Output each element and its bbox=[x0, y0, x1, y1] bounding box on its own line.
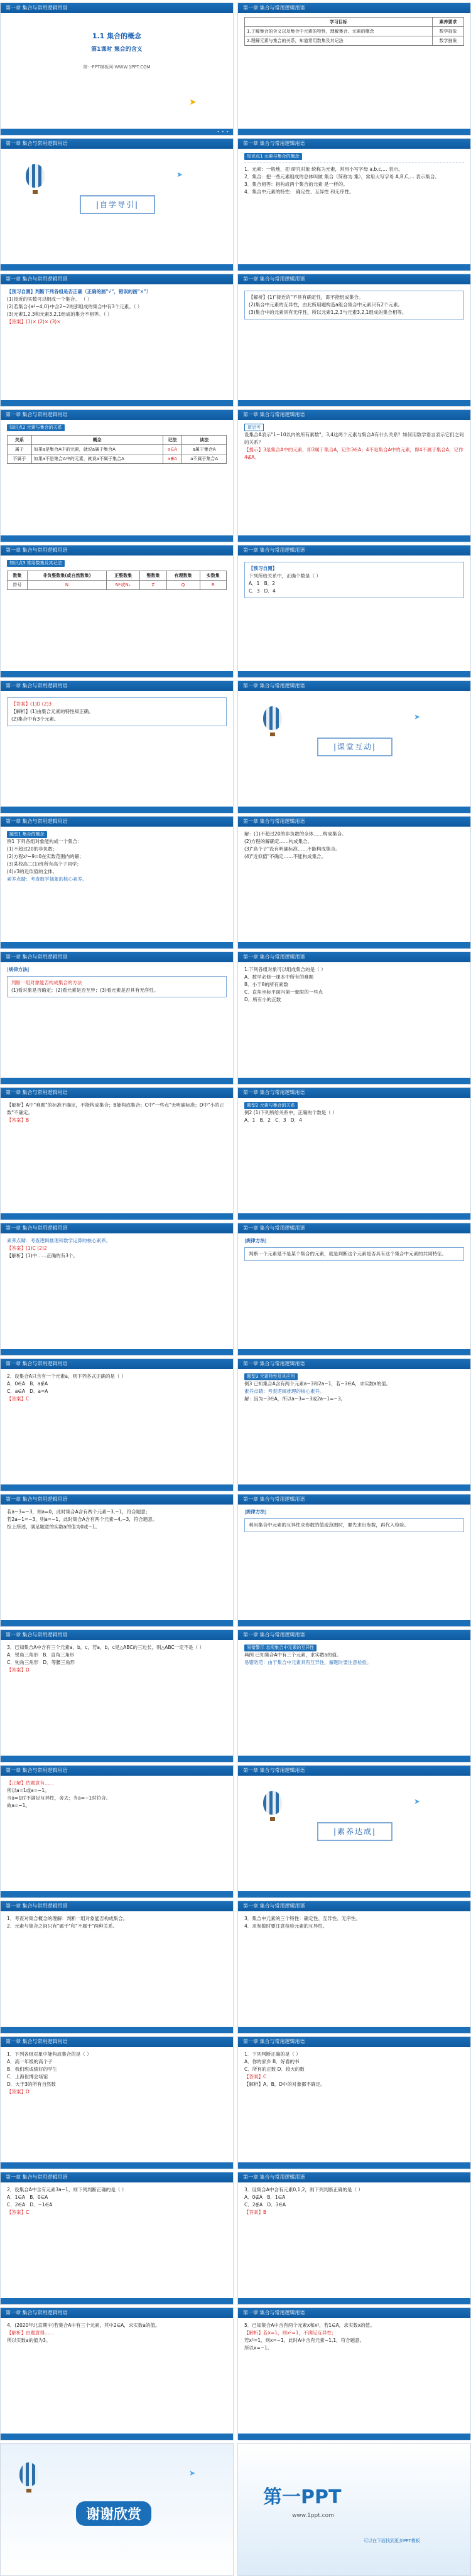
slide-footer bbox=[1, 807, 233, 813]
slide-content: 3．集合中元素的三个特性：确定性、互异性、无序性。 4．求参数时要注意检验元素的互异性。 bbox=[244, 1916, 360, 1929]
slide-content: |规律方法| 判断一组对象能否构成集合的方法 (1)看对象是否确定；(2)看元素是否互异；(3)看元素是否具有无序性。 bbox=[1, 962, 233, 1006]
table-row: 属于 如果a是集合A中的元素，就说a属于集合A a∈A a属于集合A bbox=[8, 445, 227, 454]
slide-exercise5 bbox=[0, 2307, 234, 2440]
hot-air-balloon-icon bbox=[19, 2462, 38, 2486]
section-label: |自学导引| bbox=[80, 195, 155, 214]
slide-header: 第一章 集合与常用逻辑用语 bbox=[1, 545, 233, 555]
slide-header: 第一章 集合与常用逻辑用语 bbox=[238, 1630, 470, 1640]
slide-content: 题型2 元素与集合的关系 例2 (1)下列所给关系中，正确的个数是（ ） A．1 B．2 C．3 D．4 bbox=[244, 1103, 337, 1123]
slide-header: 第一章 集合与常用逻辑用语 bbox=[1, 817, 233, 827]
slide-header: 第一章 集合与常用逻辑用语 bbox=[238, 817, 470, 827]
slide-preview-2 bbox=[237, 545, 471, 678]
slide-kp1 bbox=[237, 138, 471, 271]
slide-header: 第一章 集合与常用逻辑用语 bbox=[238, 1766, 470, 1776]
explanation-box: 【解析】(1)"接近的"不具有确定性，即不能组成集合。 (2)集合中元素的互异性，由此所用题构造a组合集合中元素只有2个元素。 (3)集合中的元素具有无序性，所以元素1,2,3与元素3,2,1组成的集合相等。 bbox=[244, 291, 464, 319]
slide-header: 第一章 集合与常用逻辑用语 bbox=[1, 1495, 233, 1505]
slide-header: 第一章 集合与常用逻辑用语 bbox=[1, 1766, 233, 1776]
slide-self-study bbox=[0, 138, 234, 271]
slide-header: 第一章 集合与常用逻辑用语 bbox=[1, 1088, 233, 1098]
brand-url[interactable]: www.1ppt.com bbox=[292, 2513, 334, 2519]
slide-content: 解：(1)不超过20的非负数的全体……构成集合。 (2)方程的解确定……构成集合。 (3)"高个子"没有明确标准……不能构成集合。 (4)"近似值"不确定……不能构成集合。 bbox=[244, 831, 347, 859]
slide-header: 第一章 集合与常用逻辑用语 bbox=[1, 681, 233, 691]
slide-footer bbox=[1, 2298, 233, 2304]
slide-footer bbox=[1, 264, 233, 271]
slide-header: 第一章 集合与常用逻辑用语 bbox=[238, 3, 470, 13]
slide-header: 第一章 集合与常用逻辑用语 bbox=[238, 139, 470, 149]
hot-air-balloon-icon bbox=[26, 164, 45, 188]
hot-air-balloon-icon bbox=[263, 1791, 282, 1815]
template-url: 第一PPT模板网-WWW.1PPT.COM bbox=[83, 65, 151, 70]
slide-content bbox=[238, 13, 470, 55]
section-label: |素养达成| bbox=[317, 1822, 392, 1841]
slide-content: 5．已知集合A中含有两个元素x和x²，若1∈A，求实数x的值。 【解析】若x=1，则x²=1，不满足互异性； 若x²=1，则x=−1，此时A中含有元素−1,1，符合题意。 所以x=−1。 bbox=[244, 2322, 375, 2351]
goals-table bbox=[244, 17, 464, 46]
slide-content: |规律方法| 利用集合中元素的互异性求参数的值或范围时，要先求出参数，再代入检验。 bbox=[238, 1505, 470, 1541]
table-row: 1.了解集合的含义以及集合中元素的特性，理解集合、元素的概念 数学抽象 bbox=[245, 27, 464, 36]
slide-exercise4 bbox=[237, 2172, 471, 2305]
slide-header: 第一章 集合与常用逻辑用语 bbox=[1, 952, 233, 962]
slide-footer bbox=[1, 2162, 233, 2169]
slide-row bbox=[0, 2443, 471, 2576]
slide-row bbox=[0, 2307, 471, 2440]
slide-row bbox=[0, 1223, 471, 1356]
slide-footer bbox=[1, 535, 233, 542]
slide-content: 1．下列各组对象中能构成集合的是（ ） A．高一年级的高个子 B．我们班成绩好的学生 C．上海世博会场馆 D．大于3的所有自然数 【答案】D bbox=[7, 2051, 92, 2095]
table-row: 不属于 如果a不是集合A中的元素，就说a不属于集合A a∉A a不属于集合A bbox=[8, 454, 227, 464]
slide-footer bbox=[1, 1078, 233, 1084]
slide-header: 第一章 集合与常用逻辑用语 bbox=[238, 1088, 470, 1098]
slide-classroom bbox=[237, 680, 471, 813]
slide-content bbox=[1, 555, 233, 599]
slide-title bbox=[0, 3, 234, 136]
slide-footer bbox=[1, 2027, 233, 2033]
slide-header: 第一章 集合与常用逻辑用语 bbox=[1, 1223, 233, 1233]
slide-summary1 bbox=[0, 1901, 234, 2034]
method-box: 判断一个元素是不是某个集合的元素，就是判断这个元素是否具有这个集合中元素的共同特征。 bbox=[244, 1247, 464, 1261]
slide-header: 第一章 集合与常用逻辑用语 bbox=[238, 1359, 470, 1369]
slide-summary2 bbox=[237, 1901, 471, 2034]
slide-analysis1 bbox=[0, 1087, 234, 1220]
slide-think bbox=[237, 409, 471, 542]
paper-plane-icon: ➤ bbox=[189, 97, 197, 107]
slide-row bbox=[0, 816, 471, 949]
slide-logo bbox=[237, 2443, 471, 2576]
slide-type1 bbox=[0, 816, 234, 949]
hot-air-balloon-icon bbox=[263, 706, 282, 730]
slide-content: 素养点睛：考查逻辑推理和数学运算的核心素养。 【答案】(1)C (2)2 【解析】(1)中……正确的有3个。 bbox=[7, 1238, 111, 1258]
balloon-basket-icon bbox=[33, 190, 38, 194]
slide-footer: • • • bbox=[1, 129, 233, 135]
slide-footer bbox=[238, 1484, 470, 1491]
slide-content: 易错警示 忽视集合中元素的互异性 典例 已知集合A中有三个元素，求实数a的值。 易错防范：由于集合中元素具有互异性，解题时要注意检验。 bbox=[244, 1645, 372, 1665]
paper-plane-icon: ➤ bbox=[414, 1797, 421, 1806]
slide-header: 第一章 集合与常用逻辑用语 bbox=[1, 2308, 233, 2318]
brand-logo: 第一PPT bbox=[263, 2486, 342, 2508]
slide-content: 3．设集合A中含有元素0,1,2，则下列判断正确的是（ ） A．0∉A B．1∈A C．2∉A D．3∈A 【答案】B bbox=[244, 2187, 363, 2215]
number-sets-table: 数集 非负整数集(或自然数集) 正整数集 整数集 有理数集 实数集 符号 N N*或N₊ Z Q R bbox=[7, 571, 227, 590]
slide-content: 知识点1 元素与集合的概念 1．元素：一般地，把 研究对象 统称为元素，常用小写字母 a,b,c,… 表示。 2．集合：把一些元素组成的总体叫做 集合（简称为 集），常用大写字母 A,B,C,… 表示集合。 3．集合相等：指构成两个集合的元素 是一样的。 4．集合中元素的特性： 确定性、互异性 和无序性。 bbox=[238, 149, 470, 205]
slide-footer bbox=[1, 1756, 233, 1762]
paper-plane-icon: ➤ bbox=[176, 170, 183, 179]
slide-footer bbox=[238, 264, 470, 271]
slide-footer bbox=[238, 1078, 470, 1084]
hint: 【提示】3是集合A中的元素，即3属于集合A，记作3∈A；4不是集合A中的元素，即4不属于集合A，记作4∉A。 bbox=[244, 447, 463, 460]
slide-content: |规律方法| 判断一个元素是不是某个集合的元素，就是判断这个元素是否具有这个集合中元素的共同特征。 bbox=[238, 1233, 470, 1270]
slide-footer bbox=[1, 942, 233, 948]
slide-exercise2 bbox=[237, 2036, 471, 2169]
slide-content: 【正解】依题意有…… 所以a=1或a=−1。 当a=1时不满足互异性，舍去；当a=−1时符合。 故a=−1。 bbox=[7, 1780, 111, 1808]
method-box: 利用集合中元素的互异性求参数的值或范围时，要先求出参数，再代入检验。 bbox=[244, 1518, 464, 1532]
slide-header: 第一章 集合与常用逻辑用语 bbox=[238, 545, 470, 555]
slide-header: 第一章 集合与常用逻辑用语 bbox=[238, 1901, 470, 1911]
thanks-banner: 谢谢欣赏 bbox=[76, 2501, 151, 2526]
slide-content: 2．设集合A只含有一个元素a，则下列各式正确的是（ ） A．0∈A B．a∉A C．a∈A D．a=A 【答案】C bbox=[7, 1373, 126, 1402]
slide-solution1 bbox=[237, 816, 471, 949]
table-header: 素养要求 bbox=[433, 18, 464, 27]
slide-content bbox=[1, 420, 233, 473]
slide-header: 第一章 集合与常用逻辑用语 bbox=[238, 2308, 470, 2318]
slide-footer bbox=[238, 671, 470, 677]
slide-kp3 bbox=[0, 545, 234, 678]
slide-header: 第一章 集合与常用逻辑用语 bbox=[1, 274, 233, 284]
slide-exercise3 bbox=[0, 2172, 234, 2305]
slide-footer bbox=[238, 1213, 470, 1220]
answer-box: 【答案】(1)D (2)3 【解析】(1)由集合元素的特性知正确。 (2)集合中有3个元素。 bbox=[7, 697, 227, 726]
slide-row bbox=[0, 1765, 471, 1898]
slide-footer bbox=[1, 1213, 233, 1220]
slide-solution3 bbox=[0, 1494, 234, 1627]
slide-header: 第一章 集合与常用逻辑用语 bbox=[238, 410, 470, 420]
slide-footer bbox=[238, 535, 470, 542]
slide-row bbox=[0, 1494, 471, 1627]
table-header: 学习目标 bbox=[245, 18, 433, 27]
slide-practice2 bbox=[0, 1358, 234, 1491]
slide-footer bbox=[238, 942, 470, 948]
slide-header: 第一章 集合与常用逻辑用语 bbox=[238, 2172, 470, 2182]
question-box: 【预习自测】 下列所给关系中，正确个数是（ ） A．1 B．2 C．3 D．4 bbox=[244, 562, 464, 598]
slide-method3 bbox=[237, 1494, 471, 1627]
slide-footer bbox=[238, 129, 470, 135]
slide-footer bbox=[1, 1891, 233, 1897]
think-tag: 微思考 bbox=[244, 424, 264, 431]
slide-footer bbox=[238, 1620, 470, 1626]
slide-footer bbox=[238, 400, 470, 406]
method-box: 判断一组对象能否构成集合的方法 (1)看对象是否确定；(2)看元素是否互异；(3)看元素是否具有无序性。 bbox=[7, 976, 227, 997]
table-row: 符号 N N*或N₊ Z Q R bbox=[8, 581, 227, 590]
section-label: |课堂互动| bbox=[317, 738, 392, 756]
balloon-basket-icon bbox=[270, 733, 275, 736]
knowledge-point-tag: 知识点1 元素与集合的概念 bbox=[244, 153, 302, 160]
slide-footer bbox=[238, 2027, 470, 2033]
slide-content: 【解析】A中"难题"的标准不确定，不能构成集合；B能构成集合；C中"一些点"无明确标准；D中"小的正数"不确定。 【答案】B bbox=[7, 1102, 225, 1123]
slide-header: 第一章 集合与常用逻辑用语 bbox=[1, 3, 233, 13]
knowledge-point-tag: 知识点3 常用数集及其记法 bbox=[7, 560, 65, 567]
slide-row bbox=[0, 3, 471, 136]
slide-content bbox=[238, 284, 470, 328]
slide-footer bbox=[1, 1349, 233, 1355]
slide-content: 1．下列判断正确的是（ ） A．你的家乡 B．好看的书 C．所有的正数 D．较大的数 【答案】C 【解析】A，B，D中的对象都不确定。 bbox=[244, 2051, 325, 2087]
slide-row bbox=[0, 1358, 471, 1491]
slide-row bbox=[0, 952, 471, 1085]
slide-header: 第一章 集合与常用逻辑用语 bbox=[238, 952, 470, 962]
balloon-basket-icon bbox=[270, 1817, 275, 1821]
section-title: 1.1 集合的概念 bbox=[92, 32, 142, 40]
slide-preview-test bbox=[0, 274, 234, 407]
slide-content: 微思考 设集合A表示"1~10以内的所有素数"，3,4这两个元素与集合A有什么关系？如何用数学语言表示它们之间的关系？ 【提示】3是集合A中的元素，即3属于集合A，记作3∈A；4不是集合A中的元素，即4不属于集合A，记作4∉A。 bbox=[244, 425, 464, 460]
slide-row bbox=[0, 1087, 471, 1220]
slide-content: 1.下列各组对象可以组成集合的是（ ） A．数学必修一课本中所有的难题 B．小于8的所有素数 C．直角坐标平面内第一象限的一些点 D．所有小的正数 bbox=[244, 967, 326, 1002]
knowledge-point-tag: 知识点2 元素与集合的关系 bbox=[7, 424, 65, 431]
slide-header: 第一章 集合与常用逻辑用语 bbox=[1, 410, 233, 420]
relation-table: 关系 概念 记法 读法 属于 如果a是集合A中的元素，就说a属于集合A a∈A a属于集合A 不属于 如果a不是集合A中的元素，就说a不属于集合A a∉A a不属于集合A bbox=[7, 435, 227, 464]
slide-content: 1．考查对集合概念的理解：判断一组对象能否构成集合。 2．元素与集合之间只有"属于"和"不属于"两种关系。 bbox=[7, 1916, 128, 1929]
slide-header: 第一章 集合与常用逻辑用语 bbox=[1, 1901, 233, 1911]
slide-footer bbox=[238, 807, 470, 813]
slide-content: 题型1 集合的概念 例1 下列各组对象能构成一个集合： (1)不超过20的非负数； (2)方程x²−9=0在实数范围内的解； (3)某校高二(1)班所有高个子同学； (4)√3的近似值的全体。 素养点睛：考查数学抽象的核心素养。 bbox=[7, 832, 87, 882]
slide-header: 第一章 集合与常用逻辑用语 bbox=[1, 2037, 233, 2047]
slide-exercise6 bbox=[237, 2307, 471, 2440]
slide-header: 第一章 集合与常用逻辑用语 bbox=[1, 1359, 233, 1369]
slide-method1 bbox=[0, 952, 234, 1085]
slide-row bbox=[0, 1901, 471, 2034]
slide-header: 第一章 集合与常用逻辑用语 bbox=[1, 2172, 233, 2182]
slide-content: 题型3 元素特性及其应用 例3 已知集合A含有两个元素a−3和2a−1，若−3∈A，求实数a的值。 素养点睛：考查逻辑推理的核心素养。 解：因为−3∈A，所以a−3=−3或2a−1=−3。 bbox=[244, 1374, 391, 1402]
slide-row bbox=[0, 138, 471, 271]
slide-row bbox=[0, 545, 471, 678]
paper-plane-icon: ➤ bbox=[189, 2469, 196, 2477]
balloon-basket-icon bbox=[26, 2489, 31, 2493]
slide-header: 第一章 集合与常用逻辑用语 bbox=[238, 2037, 470, 2047]
lesson-title: 第1课时 集合的含义 bbox=[91, 46, 143, 53]
slide-row bbox=[0, 409, 471, 542]
slide-header: 第一章 集合与常用逻辑用语 bbox=[238, 1495, 470, 1505]
slide-header: 第一章 集合与常用逻辑用语 bbox=[238, 1223, 470, 1233]
slide-header: 第一章 集合与常用逻辑用语 bbox=[238, 681, 470, 691]
slide-footer bbox=[1, 671, 233, 677]
table-row: 2.理解元素与集合的关系，知道常用数集及其记法 数学抽象 bbox=[245, 36, 464, 46]
slide-footer bbox=[1, 1484, 233, 1491]
slide-row bbox=[0, 274, 471, 407]
slide-answer bbox=[0, 680, 234, 813]
slide-footer bbox=[238, 1349, 470, 1355]
slide-answer2 bbox=[0, 1223, 234, 1356]
slide-type3 bbox=[237, 1358, 471, 1491]
slide-content: 【预习自测】判断下列各组是否正确（正确的画"√"，错误的画"×"） (1)接近的实数可以组成一个集合。 （ ） (2)若集合{a²−4,0}中含2−2的那组成的集合中有3个元素。（ ） (3)元素1,2,3和元素3,2,1组成的集合不相等。（ ） 【答案】(1)× (2)× (3)× bbox=[1, 284, 233, 335]
slide-footer bbox=[1, 1620, 233, 1626]
slide-goals bbox=[237, 3, 471, 136]
slide-row bbox=[0, 2036, 471, 2169]
slide-row bbox=[0, 2172, 471, 2305]
slide-footer bbox=[238, 2298, 470, 2304]
slide-exercise1 bbox=[0, 2036, 234, 2169]
slide-content bbox=[1, 691, 233, 735]
slide-method2 bbox=[237, 1223, 471, 1356]
slide-footer bbox=[238, 2162, 470, 2169]
slide-footer bbox=[1, 400, 233, 406]
slide-kp2 bbox=[0, 409, 234, 542]
promo-text: 可以在下面找到更多PPT模板 bbox=[364, 2538, 420, 2543]
slide-content: 3．已知集合A中含有三个元素a，b，c，若a，b，c是△ABC的三边长，则△ABC一定不是（ ） A．锐角三角形 B．直角三角形 C．钝角三角形 D．等腰三角形 【答案】D bbox=[7, 1645, 205, 1673]
slide-warning bbox=[237, 1629, 471, 1763]
slide-footer bbox=[238, 2434, 470, 2440]
slide-explain bbox=[237, 274, 471, 407]
title-block bbox=[1, 31, 233, 70]
slide-row bbox=[0, 1629, 471, 1763]
answer: 【答案】(1)× (2)× (3)× bbox=[7, 319, 61, 325]
slide-footer bbox=[1, 2434, 233, 2440]
slide-type2 bbox=[237, 1087, 471, 1220]
slide-thanks bbox=[0, 2443, 234, 2576]
slide-content: 若a−3=−3，则a=0，此时集合A含有两个元素−3,−1，符合题意； 若2a−1=−3，则a=−1，此时集合A含有两个元素−4,−3，符合题意。 综上所述，满足题意的实数a的值为0或−1。 bbox=[7, 1509, 158, 1530]
slide-footer bbox=[238, 1891, 470, 1897]
slide-header: 第一章 集合与常用逻辑用语 bbox=[1, 139, 233, 149]
slide-header: 第一章 集合与常用逻辑用语 bbox=[1, 1630, 233, 1640]
slide-practice3 bbox=[0, 1629, 234, 1763]
slide-header: 第一章 集合与常用逻辑用语 bbox=[238, 274, 470, 284]
slide-practice1 bbox=[237, 952, 471, 1085]
slide-literacy bbox=[237, 1765, 471, 1898]
slide-content bbox=[238, 555, 470, 607]
slide-content: 2．设集合A中含有元素3a−1，则下列判断正确的是（ ） A．1∈A B．0∈A C．2∈A D．−1∈A 【答案】C bbox=[7, 2187, 127, 2215]
slide-row bbox=[0, 680, 471, 813]
slide-content: 4．(2020年北京期中)若集合A中有三个元素，其中2∈A，求实数a的值。 【解析】由题意得…… 所以实数a的值为3。 bbox=[7, 2322, 160, 2343]
slide-correct bbox=[0, 1765, 234, 1898]
slide-footer bbox=[238, 1756, 470, 1762]
paper-plane-icon: ➤ bbox=[414, 712, 421, 721]
